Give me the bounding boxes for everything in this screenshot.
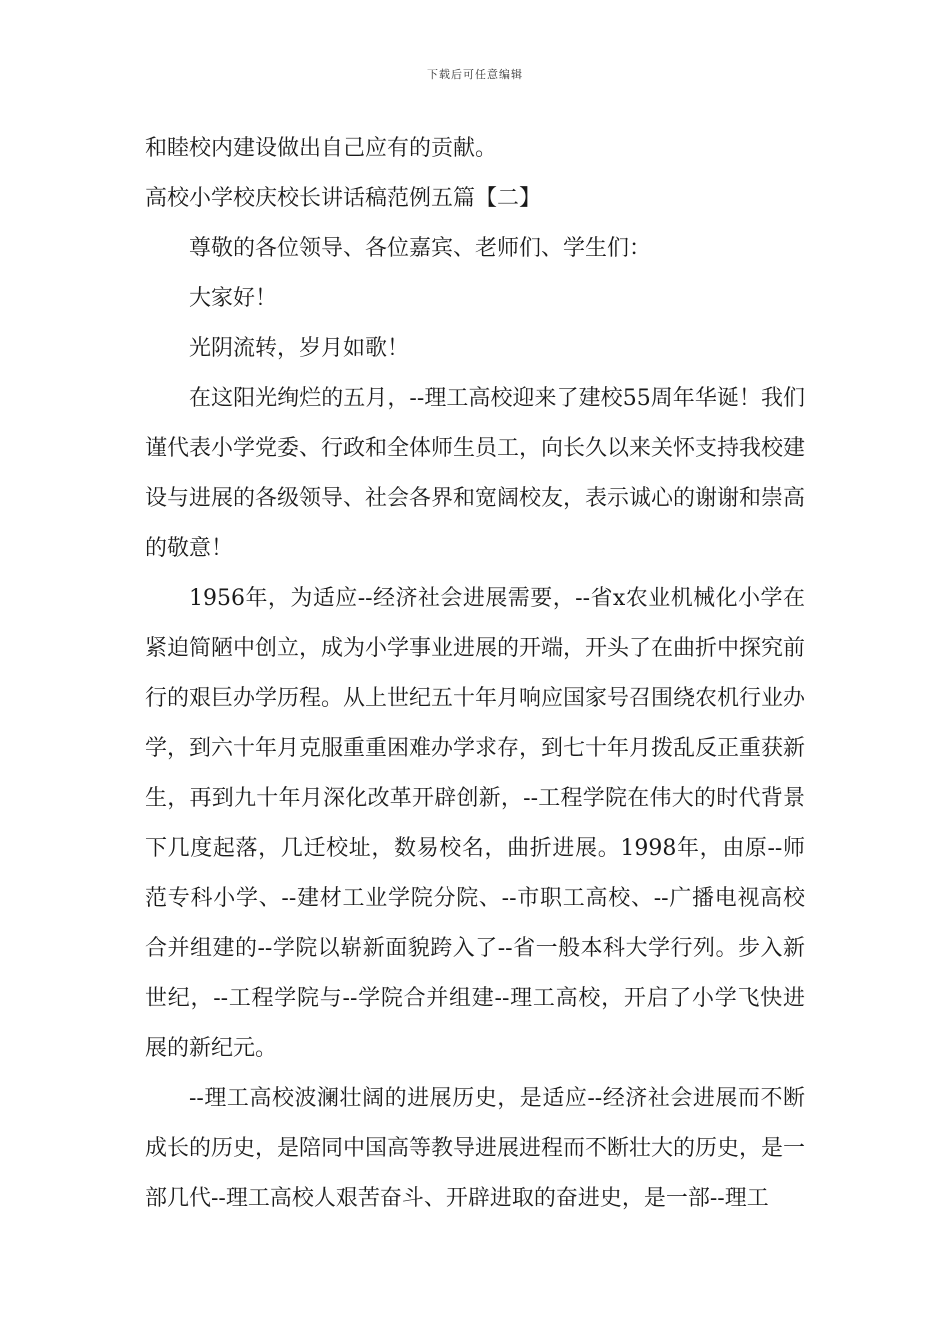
paragraph-development: --理工高校波澜壮阔的进展历史，是适应--经济社会进展而不断成长的历史，是陪同中国高等教导进展进程而不断壮大的历史，是一部几代--理工高校人艰苦奋斗、开辟进取的奋进史，是一部--理工 (145, 1086, 806, 1211)
greeting: 大家好！ (189, 286, 278, 311)
page-header: 下载后可任意编辑 (427, 68, 523, 81)
opening-line: 光阴流转，岁月如歌！ (189, 336, 410, 361)
paragraph-anniversary: 在这阳光绚烂的五月，--理工高校迎来了建校55周年华诞！我们谨代表小学党委、行政和全体师生员工，向长久以来关怀支持我校建设与进展的各级领导、社会各界和宽阔校友，表示诚心的谢谢和崇高的敬意！ (145, 386, 806, 561)
paragraph-1: 和睦校内建设做出自己应有的贡献。 (145, 136, 498, 161)
paragraph-history: 1956年，为适应--经济社会进展需要，--省x农业机械化小学在紧迫简陋中创立，成为小学事业进展的开端，开头了在曲折中探究前行的艰巨办学历程。从上世纪五十年月响应国家号召围绕农机行业办学，到六十年月克服重重困难办学求存，到七十年月拨乱反正重获新生，再到九十年月深化改革开辟创新，--工程学院在伟大的时代背景下几度起落，几迁校址，数易校名，曲折进展。1998年，由原--师范专科小学、--建材工业学院分院、--市职工高校、--广播电视高校合并组建的--学院以崭新面貌跨入了--省一般本科大学行列。步入新世纪，--工程学院与--学院合并组建--理工高校，开启了小学飞快进展的新纪元。 (145, 586, 806, 1061)
document-body (145, 124, 805, 1224)
section-title: 高校小学校庆校长讲话稿范例五篇【二】 (145, 186, 542, 211)
salutation: 尊敬的各位领导、各位嘉宾、老师们、学生们： (189, 236, 652, 261)
